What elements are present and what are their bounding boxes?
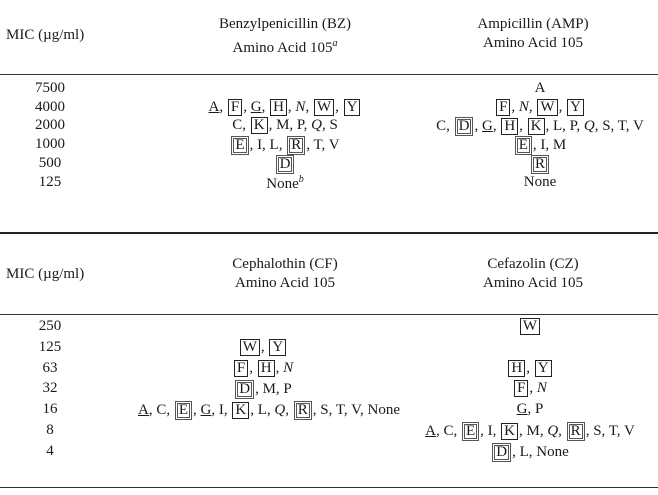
boxed-residue: F [234,360,248,377]
italic-residue: Q [274,402,286,419]
residue-cell [415,136,658,155]
mic-value: 8 [46,422,54,438]
residue-text: , [260,338,269,355]
residue-text: , L, P, [545,118,584,135]
residue-text: , P [527,401,544,418]
boxed-residue: K [251,117,268,134]
residue-text: None [523,173,557,190]
residue-cell [138,339,388,356]
mic-value: 63 [42,359,58,376]
boxed-residue: K [528,118,545,135]
residue-text: , [335,98,343,115]
residue-text: , [529,380,537,397]
residue-cell [160,99,410,116]
drug-subheader: Amino Acid 105 [483,35,583,51]
residue-text: , [492,118,501,135]
residue-cell [405,360,655,377]
residue-cell [160,136,410,155]
footnote-marker: a [332,38,338,49]
residue-text: , I, [480,423,501,439]
boxed-residue: F [514,380,528,397]
boxed-residue: Y [567,99,584,116]
residue-text: , M, [518,423,548,439]
mic-value: 125 [38,173,62,190]
residue-text: C, [436,118,454,135]
residue-text: A [534,80,546,96]
drug-subheader: Amino Acid 105$^a$ [232,38,338,56]
underlined-residue: A [425,423,436,439]
bottom-rule [0,487,658,488]
drug-subheader: Amino Acid 105 [235,275,335,291]
underlined-residue: G [200,402,212,419]
residue-text: , [285,402,293,419]
residue-text: , I, [211,402,232,419]
drug-header-cephalothin [160,255,410,293]
underlined-residue: G [250,98,262,115]
drug-header-cefazolin [408,255,658,293]
residue-text: , [528,98,537,115]
mic-value: 250 [38,318,62,334]
residue-cell [138,360,388,377]
boxed-residue: W [314,99,334,116]
residue-text: , [249,359,257,376]
drug-header-ampicillin [408,15,658,53]
residue-cell [405,380,655,397]
residue-cell [138,401,400,420]
double-boxed-residue: D [455,117,474,136]
residue-text: , S, T, V [585,423,635,439]
residue-text: , C, [148,402,174,419]
italic-residue: N [518,98,529,115]
double-boxed-residue: E [175,401,192,420]
mic-value: 16 [42,401,58,418]
double-boxed-residue: R [531,155,549,174]
mic-value: 4000 [35,98,65,115]
double-boxed-residue: D [492,443,511,462]
double-boxed-residue: D [276,155,295,174]
section-divider [0,232,658,234]
residue-text: None [266,175,299,192]
residue-text: , [511,98,519,115]
residue-text: , [519,118,527,135]
drug-name: Benzylpenicillin (BZ) [218,16,352,32]
residue-cell [415,174,658,191]
boxed-residue: Y [344,99,361,116]
residue-text: , [275,359,284,376]
boxed-residue: K [232,402,249,419]
mic-value: 32 [42,380,58,397]
residue-text: , [558,423,566,439]
double-boxed-residue: E [462,422,479,441]
double-boxed-residue: D [235,380,254,399]
residue-cell [405,443,655,462]
double-boxed-residue: R [294,401,312,420]
residue-text: , L, [250,402,275,419]
residue-cell [415,117,658,136]
residue-cell [160,155,410,174]
residue-text: , [193,402,201,419]
boxed-residue: H [270,99,287,116]
boxed-residue: Y [269,339,286,356]
residue-text: , M, P, [268,117,312,134]
footnote-marker: b [298,173,304,185]
boxed-residue: F [228,99,242,116]
double-boxed-residue: E [231,136,248,155]
drug-name: Ampicillin (AMP) [477,16,589,32]
residue-text: C, [232,117,250,134]
residue-text: , [558,98,567,115]
boxed-residue: H [501,118,518,135]
mic-value: 4 [46,442,54,459]
residue-cell [138,380,388,399]
boxed-residue: F [496,99,510,116]
drug-header-benzylpenicillin [160,15,410,58]
double-boxed-residue: E [515,136,532,155]
drug-name: Cefazolin (CZ) [487,256,579,272]
mic-column-header: MIC (µg/ml) [6,266,85,282]
residue-text: , [474,118,482,135]
mic-value: 500 [38,154,62,171]
underlined-residue: G [516,401,528,418]
boxed-residue: W [537,99,557,116]
residue-text: , M, P [255,381,292,398]
residue-text: , [305,98,313,115]
residue-cell [405,401,655,418]
residue-cell [160,174,410,193]
residue-text: , I, M [532,137,567,154]
residue-text: , [261,98,270,115]
italic-residue: Q [311,117,322,134]
residue-cell [415,99,658,116]
mic-value: 1000 [35,136,65,153]
italic-residue: Q [583,118,595,135]
underlined-residue: G [481,118,493,135]
boxed-residue: H [258,360,275,377]
underlined-residue: A [138,402,149,419]
header-rule [0,314,658,315]
italic-residue: N [536,380,547,397]
mic-value: 125 [38,338,62,355]
residue-text: , T, V [306,137,340,154]
boxed-residue: K [501,423,518,440]
residue-text: , S, T, V [594,118,644,135]
residue-cell [415,80,658,97]
residue-text: , C, [435,423,461,439]
boxed-residue: H [508,360,525,377]
mic-value: 7500 [35,80,65,96]
residue-cell [405,422,655,441]
residue-cell [405,318,655,335]
residue-text: , [219,98,227,115]
residue-cell [160,117,410,134]
italic-residue: N [295,98,306,115]
drug-subheader: Amino Acid 105 [483,275,583,291]
boxed-residue: W [240,339,260,356]
residue-text: , [243,98,251,115]
residue-cell [415,155,658,174]
residue-text: , S, T, V, None [312,402,400,419]
residue-text: , I, L, [249,137,287,154]
italic-residue: Q [547,423,559,439]
drug-name: Cephalothin (CF) [232,256,338,272]
residue-text: , L, None [512,443,569,460]
mic-column-header: MIC (µg/ml) [6,27,85,43]
boxed-residue: Y [535,360,552,377]
underlined-residue: A [208,98,220,115]
mic-value: 2000 [35,117,65,134]
italic-residue: N [283,359,294,376]
header-rule [0,74,658,75]
double-boxed-residue: R [567,422,585,441]
residue-text: , [287,98,296,115]
boxed-residue: W [520,318,540,335]
double-boxed-residue: R [287,136,305,155]
residue-text: , [526,359,534,376]
residue-text: , S [321,117,338,134]
